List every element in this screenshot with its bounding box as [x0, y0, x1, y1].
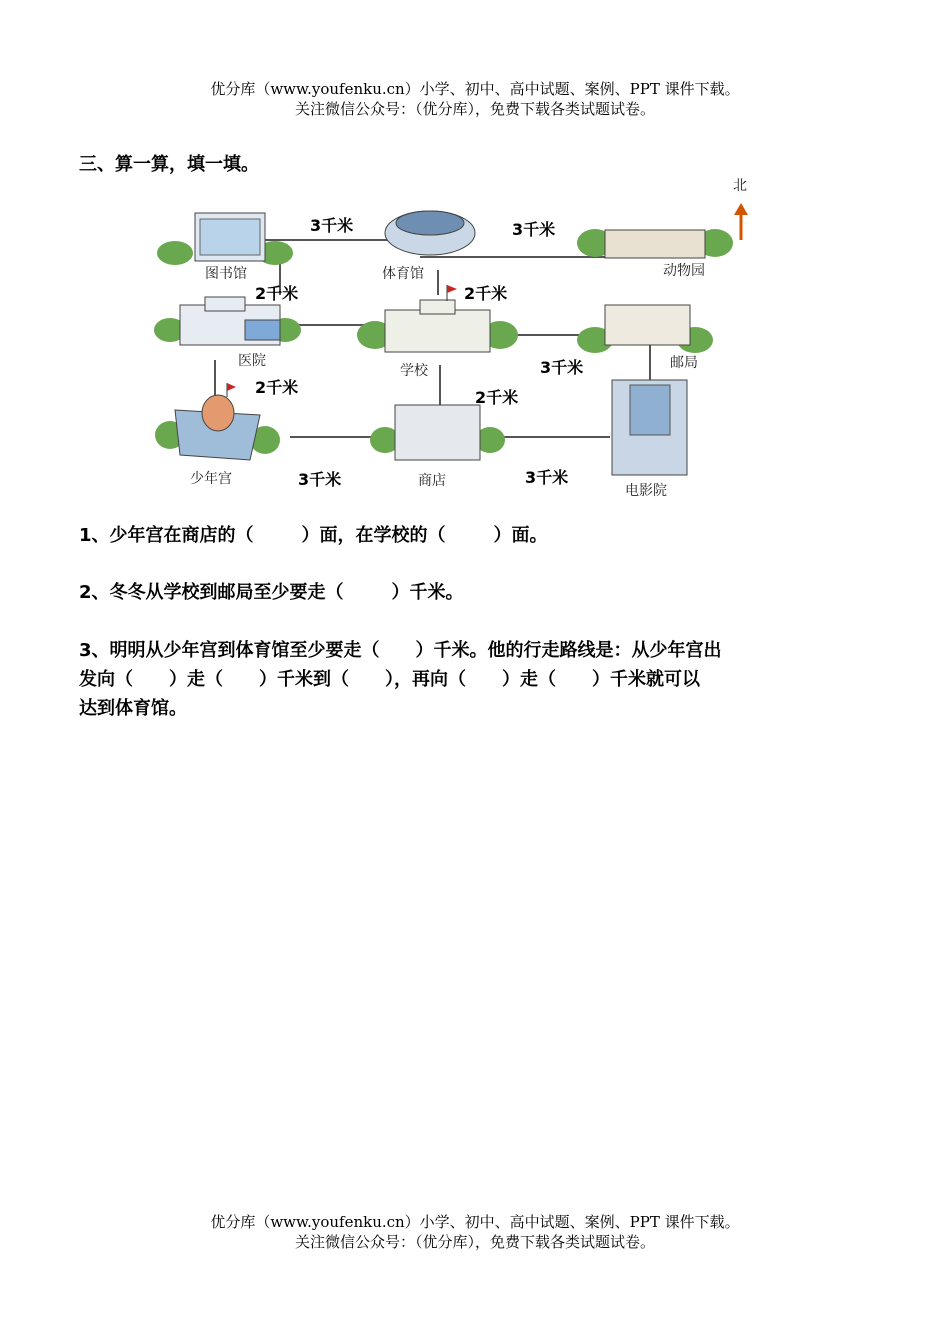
section-title: 三、算一算，填一填。	[79, 154, 259, 175]
city-map	[150, 175, 750, 505]
question-2	[79, 578, 871, 607]
label-zoo: 动物园	[663, 263, 705, 279]
label-post-office: 邮局	[670, 355, 698, 371]
label-school: 学校	[400, 363, 428, 379]
page-header	[0, 79, 950, 119]
store-building	[370, 405, 505, 460]
north-arrow-icon	[734, 203, 748, 240]
header-line-2: 关注微信公众号：（优分库），免费下载各类试题试卷。	[294, 100, 655, 118]
distance-school-post: 3千米	[540, 358, 584, 377]
zoo-building	[577, 229, 733, 258]
distance-hospital-youth: 2千米	[255, 378, 299, 397]
hospital-building	[154, 297, 301, 345]
distance-youth-store: 3千米	[298, 470, 342, 489]
label-stadium: 体育馆	[382, 266, 424, 282]
q2-part-b: ）千米。	[391, 582, 464, 603]
label-hospital: 医院	[238, 353, 266, 369]
label-store: 商店	[418, 473, 446, 489]
q3-line-3: 达到体育馆。	[79, 698, 187, 719]
q1-part-c: ）面。	[493, 525, 548, 546]
post-office-building	[577, 305, 713, 353]
distance-stadium-school: 2千米	[464, 284, 508, 303]
north-label: 北	[733, 178, 747, 194]
label-cinema: 电影院	[625, 483, 667, 499]
q2-part-a: 2、冬冬从学校到邮局至少要走（	[79, 582, 344, 603]
distance-store-cinema: 3千米	[525, 468, 569, 487]
distance-school-store: 2千米	[475, 388, 519, 407]
q3-line-2: 发向（ ）走（ ）千米到（ ），再向（ ）走（ ）千米就可以	[79, 669, 700, 690]
cinema-building	[612, 380, 687, 475]
stadium-building	[385, 211, 475, 255]
label-library: 图书馆	[205, 266, 247, 282]
distance-stadium-zoo: 3千米	[512, 220, 556, 239]
page-footer	[0, 1212, 950, 1252]
question-3	[79, 636, 871, 723]
q1-part-a: 1、少年宫在商店的（	[79, 525, 254, 546]
q3-line-1: 3、明明从少年宫到体育馆至少要走（ ）千米。他的行走路线是：从少年宫出	[79, 640, 722, 661]
question-1	[79, 521, 871, 550]
footer-line-1: 优分库（www.youfenku.cn）小学、初中、高中试题、案例、PPT 课件下载。	[210, 1213, 740, 1231]
q1-part-b: ）面，在学校的（	[301, 525, 446, 546]
distance-library-stadium: 3千米	[310, 216, 354, 235]
header-line-1: 优分库（www.youfenku.cn）小学、初中、高中试题、案例、PPT 课件下载。	[210, 80, 740, 98]
distance-library-hospital: 2千米	[255, 284, 299, 303]
label-youth-palace: 少年宫	[190, 471, 232, 487]
footer-line-2: 关注微信公众号：（优分库），免费下载各类试题试卷。	[294, 1233, 655, 1251]
